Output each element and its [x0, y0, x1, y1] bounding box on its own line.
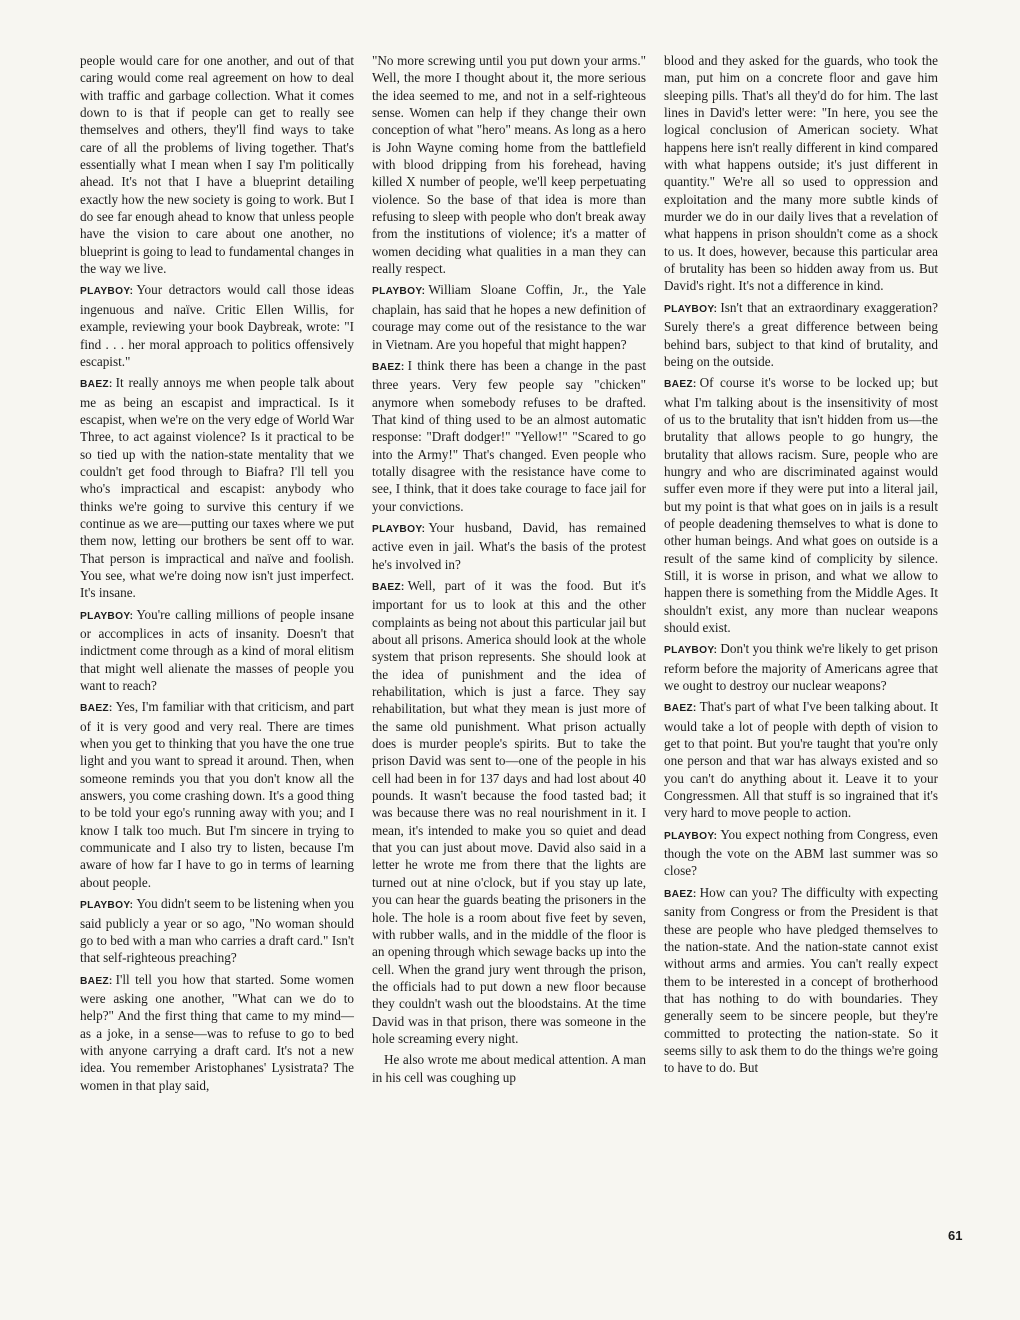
speaker-label: PLAYBOY:: [372, 523, 426, 535]
paragraph: [664, 884, 938, 1077]
paragraph: [664, 299, 938, 370]
speaker-label: BAEZ:: [372, 361, 405, 373]
page-number: 61: [948, 1228, 963, 1243]
paragraph-text: You didn't seem to be listening when you said publicly a year or so ago, "No woman should go to bed with a man who carries a draft card." Isn't that self-righteous preaching?: [80, 896, 354, 966]
paragraph-text: How can you? The difficulty with expecting sanity from Congress or from the President is that these are people who have pledged themselves to the nation-state. And the nation-state cannot exist without arms and armies. You can't really expect them to be interested in a concept of brotherhood that has nothing to do with boundaries. They generally seem to be sincere people, but they're committed to protecting the nation-state. So it seems silly to ask them to do the things we're going to have to do. But: [664, 884, 938, 1076]
paragraph: [372, 519, 646, 573]
paragraph: [80, 606, 354, 695]
paragraph: [372, 281, 646, 352]
speaker-label: PLAYBOY:: [372, 286, 426, 298]
speaker-label: BAEZ:: [372, 581, 405, 593]
speaker-label: BAEZ:: [664, 379, 697, 391]
paragraph-text: It really annoys me when people talk about me as being an escapist and impractical. Is it escapist, when we're on the very edge of World War Three, to act against violence? Is it practical to be so tied up with the nation-state mentality that we couldn't get food through to Biafra? I'll tell you who's impractical and escapist: anybody who thinks we're going to survive this century if we continue as we are—putting our taxes where we put them now, letting our brothers be sent off to war. That person is impractical and naïve and foolish. You see, what we're doing now isn't just imperfect. It's insane.: [80, 375, 354, 601]
paragraph: [372, 357, 646, 515]
speaker-label: BAEZ:: [80, 975, 113, 987]
speaker-label: BAEZ:: [664, 888, 697, 900]
speaker-label: BAEZ:: [80, 703, 113, 715]
paragraph-text: You're calling millions of people insane or accomplices in acts of insanity. Doesn't that indictment come through as a kind of moral elitism that might well alienate the masses of people you want to reach?: [80, 606, 354, 694]
column-2: [372, 52, 646, 1262]
paragraph: [80, 971, 354, 1094]
paragraph: [664, 374, 938, 636]
speaker-label: PLAYBOY:: [80, 286, 134, 298]
paragraph-text: I think there has been a change in the past three years. Very few people say "chicken" anymore when somebody refuses to be drafted. That kind of thing used to be an almost automatic response: "Draft dodger!" "Yellow!" "Scared to go into the Army!" That's changed. Even people who totally disagree with the resistance have come to see, I think, that it does take courage to face jail for your convictions.: [372, 357, 646, 514]
paragraph: [372, 1051, 646, 1086]
paragraph-text: Don't you think we're likely to get prison reform before the majority of Americans agree that we ought to destroy our nuclear weapons?: [664, 641, 938, 694]
paragraph-text: Well, part of it was the food. But it's important for us to look at this and the other complaints as being not about this particular jail but about all prisons. America should look at the whole system that prison represents. She should look at the idea of punishment and the idea of rehabilitation, which is just a farce. They say rehabilitation, but what they mean is just more of the same old punishment. What prison actually does is murder people's spirits. But to take the prison David was sent to—one of the people in his cell had been in for 137 days and had lost about 40 pounds. It wasn't because the food tasted bad; it was because there was no real nourishment in it. I mean, it's intended to make you so quiet and dead that you can just about move. David also said in a letter he wrote me from there that the lights are turned out at nine o'clock, but if you stay up late, you can hear the guards beating the prisoners in the hole. The hole is a room about five feet by seven, with rubber walls, and in the middle of the floor is an opening through which sewage backs up into the cell. When the grand jury went through the prison, the officials had to put down a new floor because they couldn't wash out the bloodstains. At the time David was in that prison, there was someone in the hole screaming every night.: [372, 577, 646, 1046]
paragraph-text: blood and they asked for the guards, who took the man, put him on a concrete floor and gave him sleeping pills. That's all they'd do for him. The last lines in David's letter were: "In here, you see the logical conclusion of American society. What happens here isn't really different in kind compared with what happens outside; it's just different in quantity." We're all so used to oppression and exploitation and the many more subtle kinds of murder we do in our daily lives that a revelation of what happens in prison shouldn't come as a shock to us. It does, however, because this particular area of brutality has been so hidden away from us. But David's right. It's not a difference in kind.: [664, 53, 938, 294]
paragraph-text: Of course it's worse to be locked up; but what I'm talking about is the insensitivity of most of us to the brutality that isn't hidden from us—the brutality that allows people to go hungry, the brutality that allows racism. Sure, people who are hungry and who are discriminated against would suffer even more if they were put into a literal jail, but my point is that what goes on in jails is a result of people deadening themselves to what is done to other human beings. And what goes on outside is a result of the same kind of complicity by silence. Still, it is worse in prison, and what we allow to happen there is something from the Middle Ages. It shouldn't exist, any more than nuclear weapons should exist.: [664, 375, 938, 635]
paragraph: [664, 826, 938, 880]
paragraph: [664, 640, 938, 694]
paragraph-text: people would care for one another, and out of that caring would come real agreement on how to deal with traffic and garbage collection. What it comes down to is that if people can get to really see themselves and others, they'll find ways to take care of all the problems of living together. That's essentially what I mean when I say I'm politically ahead. It's not that I have a blueprint detailing exactly how the new society is going to work. But I do see far enough ahead to know that unless people have the vision to care about one another, no blueprint is going to lead to fundamental changes in the way we live.: [80, 53, 354, 277]
speaker-label: PLAYBOY:: [664, 645, 718, 657]
speaker-label: BAEZ:: [664, 703, 697, 715]
paragraph-text: "No more screwing until you put down your arms." Well, the more I thought about it, the more serious the idea seemed to me, and not in a self-righteous sense. Women can help if they change their own conception of what "hero" means. As long as a hero is John Wayne coming home from the battlefield with blood dripping from his forehead, having killed X number of people, we'll keep perpetuating violence. So the base of that idea is more than refusing to sleep with people who don't break away from the institutions of violence; it's a matter of women deciding what qualities in a man they can really respect.: [372, 53, 646, 277]
paragraph-text: You expect nothing from Congress, even though the vote on the ABM last summer was so close?: [664, 826, 938, 879]
paragraph: [80, 374, 354, 601]
column-3: [664, 52, 938, 1262]
paragraph: [80, 895, 354, 966]
paragraph-text: He also wrote me about medical attention. A man in his cell was coughing up: [372, 1052, 646, 1085]
speaker-label: PLAYBOY:: [80, 610, 134, 622]
paragraph: [80, 281, 354, 370]
column-1: [80, 52, 354, 1262]
paragraph-text: That's part of what I've been talking about. It would take a lot of people with depth of vision to get to that point. But you're taught that you're only one person and that war has always existed and so you can't do anything about it. Leave it to your Congressmen. All that stuff is so ingrained that it's very hard to move people to action.: [664, 699, 938, 821]
paragraph-text: I'll tell you how that started. Some women were asking one another, "What can we do to help?" And the first thing that came to my mind—as a joke, in a sense—was to refuse to go to bed with anyone carrying a draft card. It's not a new idea. You remember Aristophanes' Lysistrata? The women in that play said,: [80, 971, 354, 1093]
paragraph-text: William Sloane Coffin, Jr., the Yale chaplain, has said that he hopes a new definition of courage may come out of the resistance to the war in Vietnam. Are you hopeful that might happen?: [372, 282, 646, 352]
paragraph: [664, 52, 938, 295]
speaker-label: PLAYBOY:: [664, 830, 718, 842]
paragraph: [664, 698, 938, 821]
paragraph: [372, 577, 646, 1047]
speaker-label: PLAYBOY:: [80, 900, 134, 912]
paragraph-text: Isn't that an extraordinary exaggeration? Surely there's a great difference between being behind bars, subject to that kind of brutality, and being on the outside.: [664, 299, 938, 369]
paragraph-text: Yes, I'm familiar with that criticism, and part of it is very good and very real. There are times when you get to thinking that you have the one true light and you want to spread it around. Then, when someone reminds you that you don't know all the answers, you come crashing down. It's a good thing to be told your ego's running away with you; and I know I talk too much. But I'm sincere in trying to communicate and I also try to listen, because I'm aware of how far I have to go in terms of learning about people.: [80, 699, 354, 890]
paragraph: [80, 52, 354, 277]
speaker-label: PLAYBOY:: [664, 303, 718, 315]
paragraph: [80, 698, 354, 891]
paragraph-text: Your husband, David, has remained active even in jail. What's the basis of the protest he's involved in?: [372, 519, 646, 572]
speaker-label: BAEZ:: [80, 379, 113, 391]
paragraph-text: Your detractors would call those ideas ingenuous and naïve. Critic Ellen Willis, for example, reviewing your book Daybreak, wrote: "I find . . . her moral approach to politics offensively escapist.": [80, 282, 354, 369]
text-columns: [80, 52, 940, 1262]
paragraph: [372, 52, 646, 277]
